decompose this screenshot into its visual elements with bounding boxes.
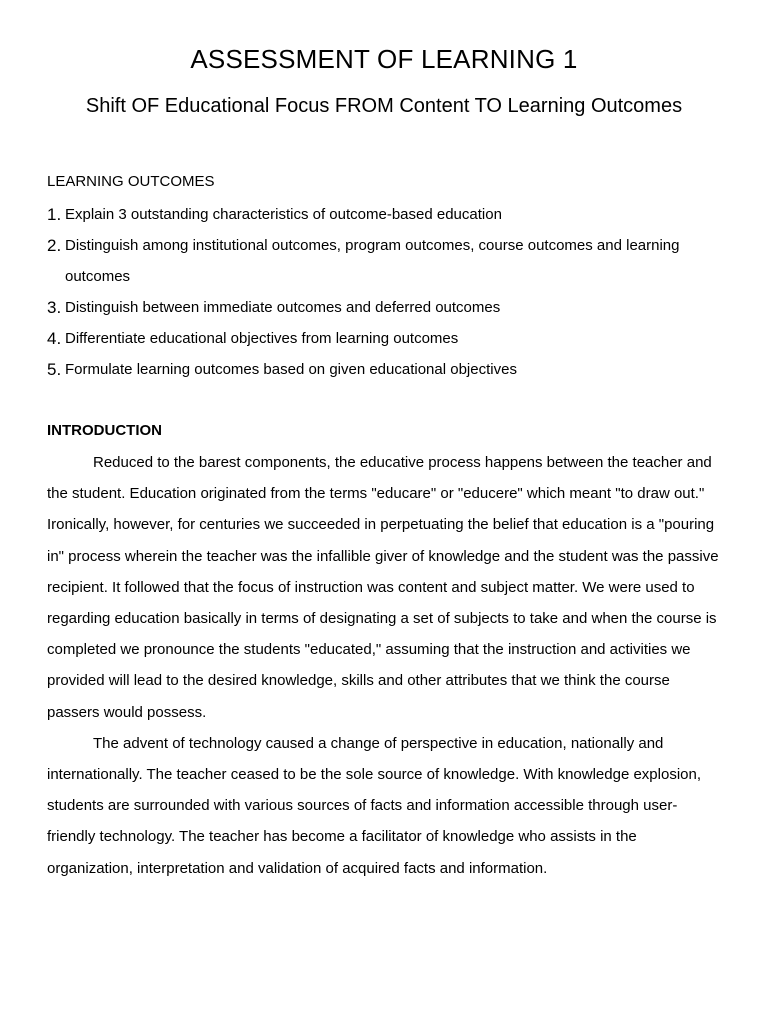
- list-item-number: 4.: [47, 329, 62, 348]
- introduction-body: [47, 447, 723, 884]
- list-item-text: Distinguish among institutional outcomes, program outcomes, course outcomes and learning outcomes: [65, 237, 680, 285]
- list-item: [47, 354, 727, 385]
- list-item-number: 1.: [47, 205, 62, 224]
- introduction-paragraph: The advent of technology caused a change of perspective in education, nationally and internationally. The teacher ceased to be the sole source of knowledge. With knowledge explosion, students are surrounded with various sources of facts and information accessible through user-friendly technology. The teacher has become a facilitator of knowledge who assists in the organization, interpretation and validation of acquired facts and information.: [47, 734, 702, 877]
- document-subtitle: Shift OF Educational Focus FROM Content TO Learning Outcomes: [85, 95, 683, 117]
- document-title: ASSESSMENT OF LEARNING 1: [190, 44, 578, 74]
- list-item-text: Differentiate educational objectives from learning outcomes: [65, 330, 459, 347]
- list-item-text: Formulate learning outcomes based on given educational objectives: [65, 361, 517, 378]
- introduction-heading: INTRODUCTION: [47, 422, 162, 439]
- list-item-text: Distinguish between immediate outcomes and deferred outcomes: [65, 299, 501, 316]
- list-item-number: 2.: [47, 236, 62, 255]
- learning-outcomes-list: [47, 199, 727, 385]
- list-item: [47, 230, 727, 292]
- list-item-number: 3.: [47, 298, 62, 317]
- list-item: [47, 199, 727, 230]
- introduction-paragraph: Reduced to the barest components, the educative process happens between the teacher and the student. Education originated from the terms "educare" or "educere" which meant "to draw out." Ironically, however, for centuries we succeeded in perpetuating the belief that education is a "pouring in" process wherein the teacher was the infallible giver of knowledge and the student was the passive recipient. It followed that the focus of instruction was content and subject matter. We were used to regarding education basically in terms of designating a set of subjects to take and when the course is completed we pronounce the students "educated," assuming that the instruction and activities we provided will lead to the desired knowledge, skills and other attributes that we think the course passers would possess.: [47, 454, 719, 721]
- list-item-text: Explain 3 outstanding characteristics of outcome-based education: [65, 206, 502, 223]
- list-item-number: 5.: [47, 360, 62, 379]
- learning-outcomes-heading: LEARNING OUTCOMES: [47, 173, 215, 190]
- list-item: [47, 292, 727, 323]
- list-item: [47, 323, 727, 354]
